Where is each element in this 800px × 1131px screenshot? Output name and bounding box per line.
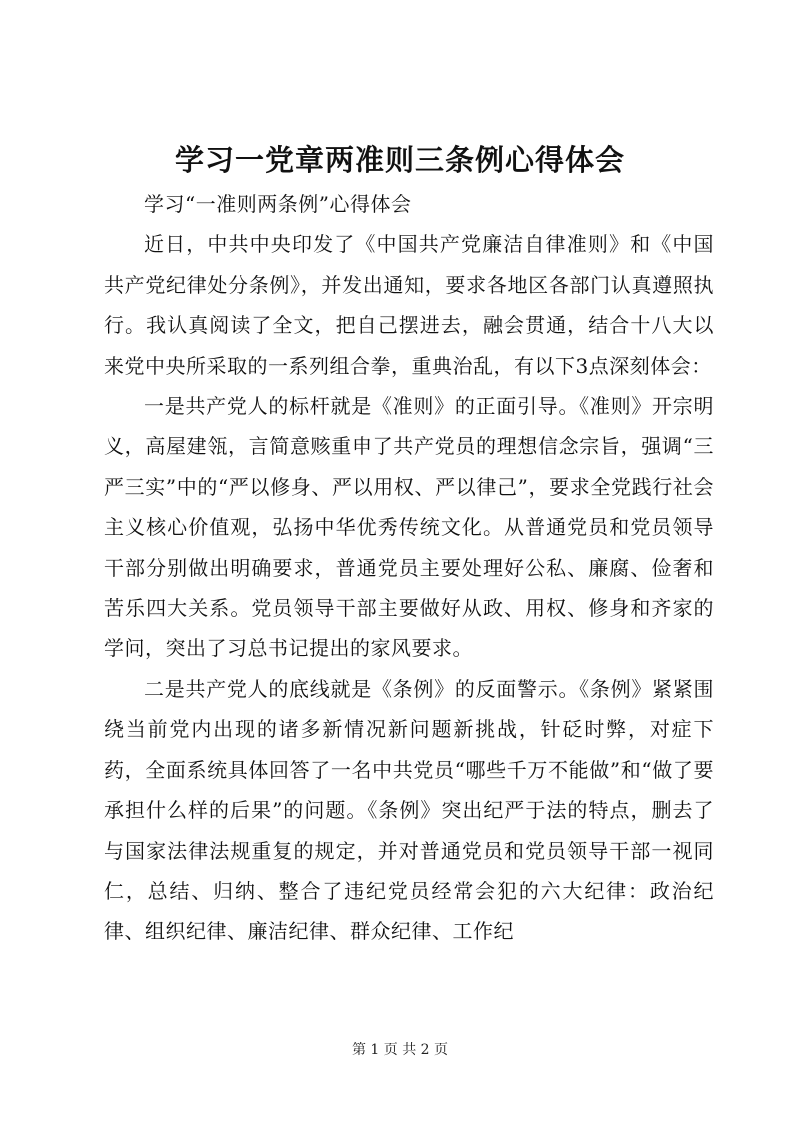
document-title: 学习一党章两准则三条例心得体会 [174,143,625,177]
paragraph-point-two: 二是共产党人的底线就是《条例》的反面警示。《条例》紧紧围绕当前党内出现的诸多新情况新问题新挑战，针砭时弊，对症下药，全面系统具体回答了一名中共党员“哪些千万不能做”和“做了要承担什么样的后果”的问题。《条例》突出纪严于法的特点，删去了与国家法律法规重复的规定，并对普通党员和党员领导干部一视同仁，总结、归纳、整合了违纪党员经常会犯的六大纪律：政治纪律、组织纪律、廉洁纪律、群众纪律、工作纪 [104,676,714,944]
paragraph-subtitle: 学习“一准则两条例”心得体会 [144,192,412,216]
document-body [104,184,714,952]
page-footer: 第 1 页 共 2 页 [351,1042,449,1058]
paragraph-intro: 近日，中共中央印发了《中国共产党廉洁自律准则》和《中国共产党纪律处分条例》，并发出通知，要求各地区各部门认真遵照执行。我认真阅读了全文，把自己摆进去，融会贯通，结合十八大以来党中央所采取的一系列组合拳，重典治乱，有以下3点深刻体会： [104,232,714,378]
paragraph-point-one: 一是共产党人的标杆就是《准则》的正面引导。《准则》开宗明义，高屋建瓴，言简意赅重申了共产党员的理想信念宗旨，强调“三严三实”中的“严以修身、严以用权、严以律己”，要求全党践行社会主义核心价值观，弘扬中华优秀传统文化。从普通党员和党员领导干部分别做出明确要求，普通党员主要处理好公私、廉腐、俭奢和苦乐四大关系。党员领导干部主要做好从政、用权、修身和齐家的学问，突出了习总书记提出的家风要求。 [104,394,714,661]
